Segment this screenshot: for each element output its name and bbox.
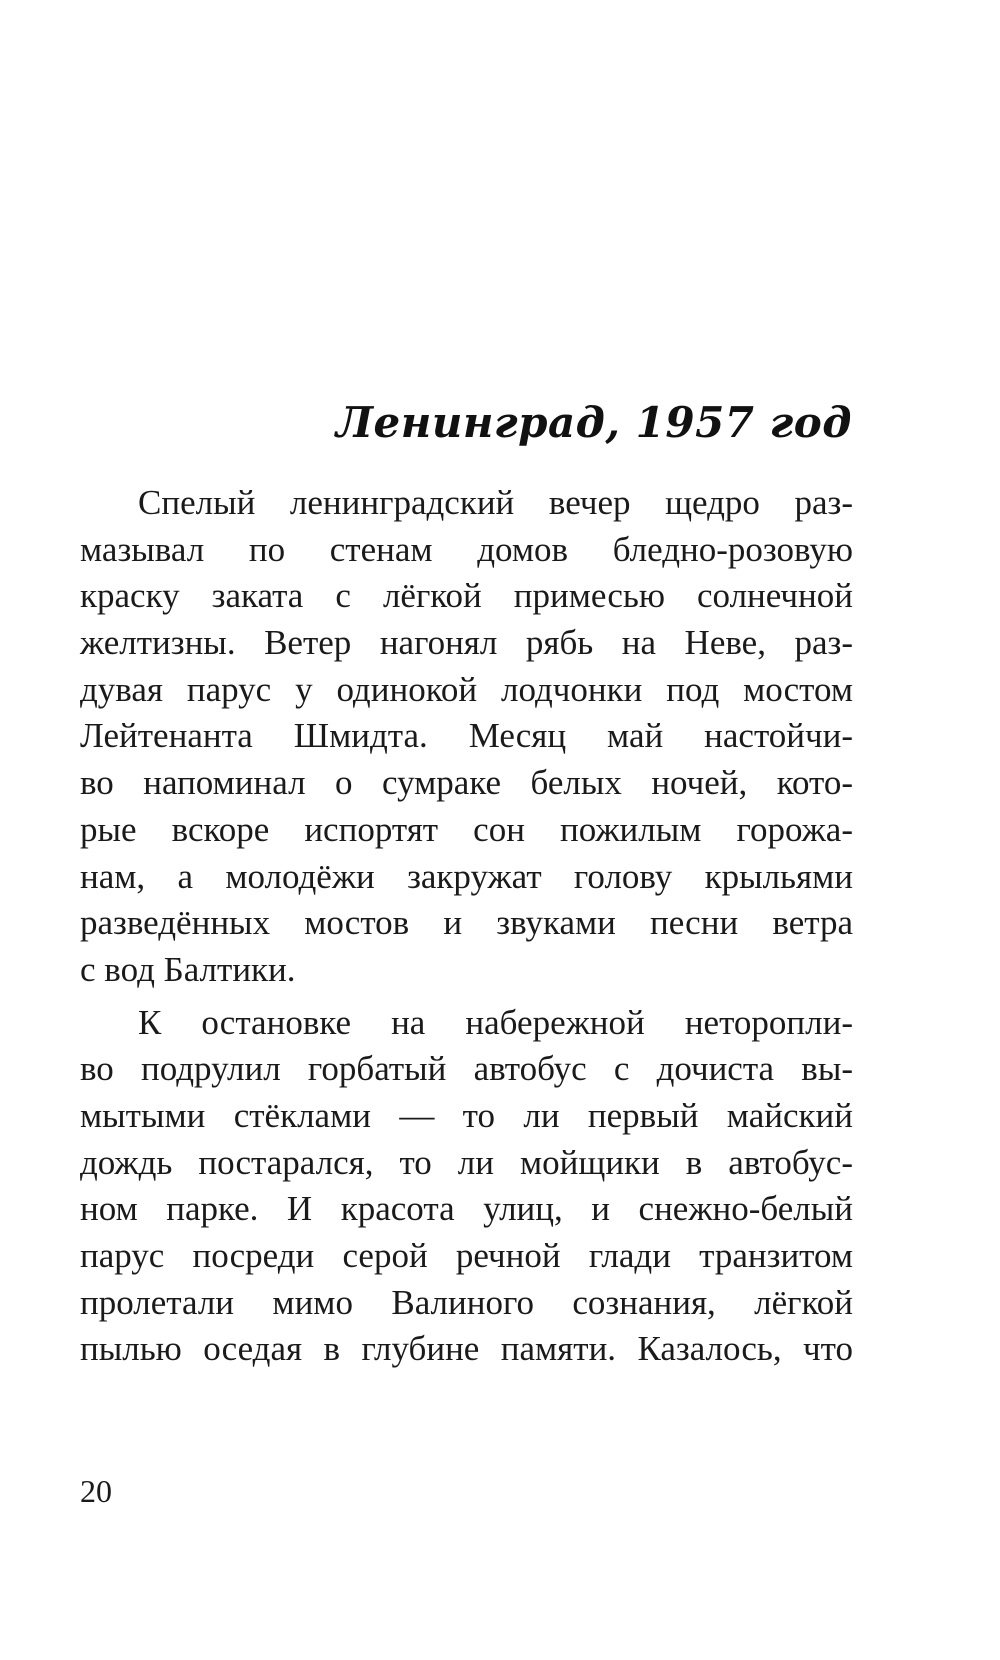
text-line: разведённых мостов и звуками песни ветра (80, 903, 853, 943)
text-line: мытыми стёклами — то ли первый майский (80, 1095, 853, 1135)
text-line: пылью оседая в глубине памяти. Казалось, что (80, 1329, 853, 1369)
text-line: с вод Балтики. (80, 949, 296, 989)
text-line: желтизны. Ветер нагонял рябь на Неве, раз- (80, 623, 853, 663)
text-line: краску заката с лёгкой примесью солнечной (80, 576, 853, 616)
page-number: 20 (80, 1473, 112, 1509)
text-line: К остановке на набережной неторопли- (138, 1002, 853, 1042)
paragraph-1 (80, 480, 853, 994)
text-line: Лейтенанта Шмидта. Месяц май настойчи- (80, 716, 853, 756)
text-line: во напоминал о сумраке белых ночей, кото- (80, 763, 853, 803)
text-line: нам, а молодёжи закружат голову крыльями (80, 856, 853, 896)
text-line: рые вскоре испортят сон пожилым горожа- (80, 809, 853, 849)
chapter-heading: Ленинград, 1957 год (335, 398, 852, 447)
body-text (80, 480, 853, 1373)
text-line: Спелый ленинградский вечер щедро раз- (138, 483, 853, 522)
text-line: пролетали мимо Валиного сознания, лёгкой (80, 1282, 853, 1322)
text-line: дувая парус у одинокой лодчонки под мостом (80, 669, 853, 709)
text-line: дождь постарался, то ли мойщики в автобус- (80, 1142, 853, 1182)
text-line: ном парке. И красота улиц, и снежно-белый (80, 1189, 853, 1229)
paragraph-2 (80, 1000, 853, 1374)
text-line: парус посреди серой речной глади транзитом (80, 1236, 853, 1275)
text-line: во подрулил горбатый автобус с дочиста вы- (80, 1049, 853, 1089)
text-line: мазывал по стенам домов бледно-розовую (80, 529, 853, 569)
